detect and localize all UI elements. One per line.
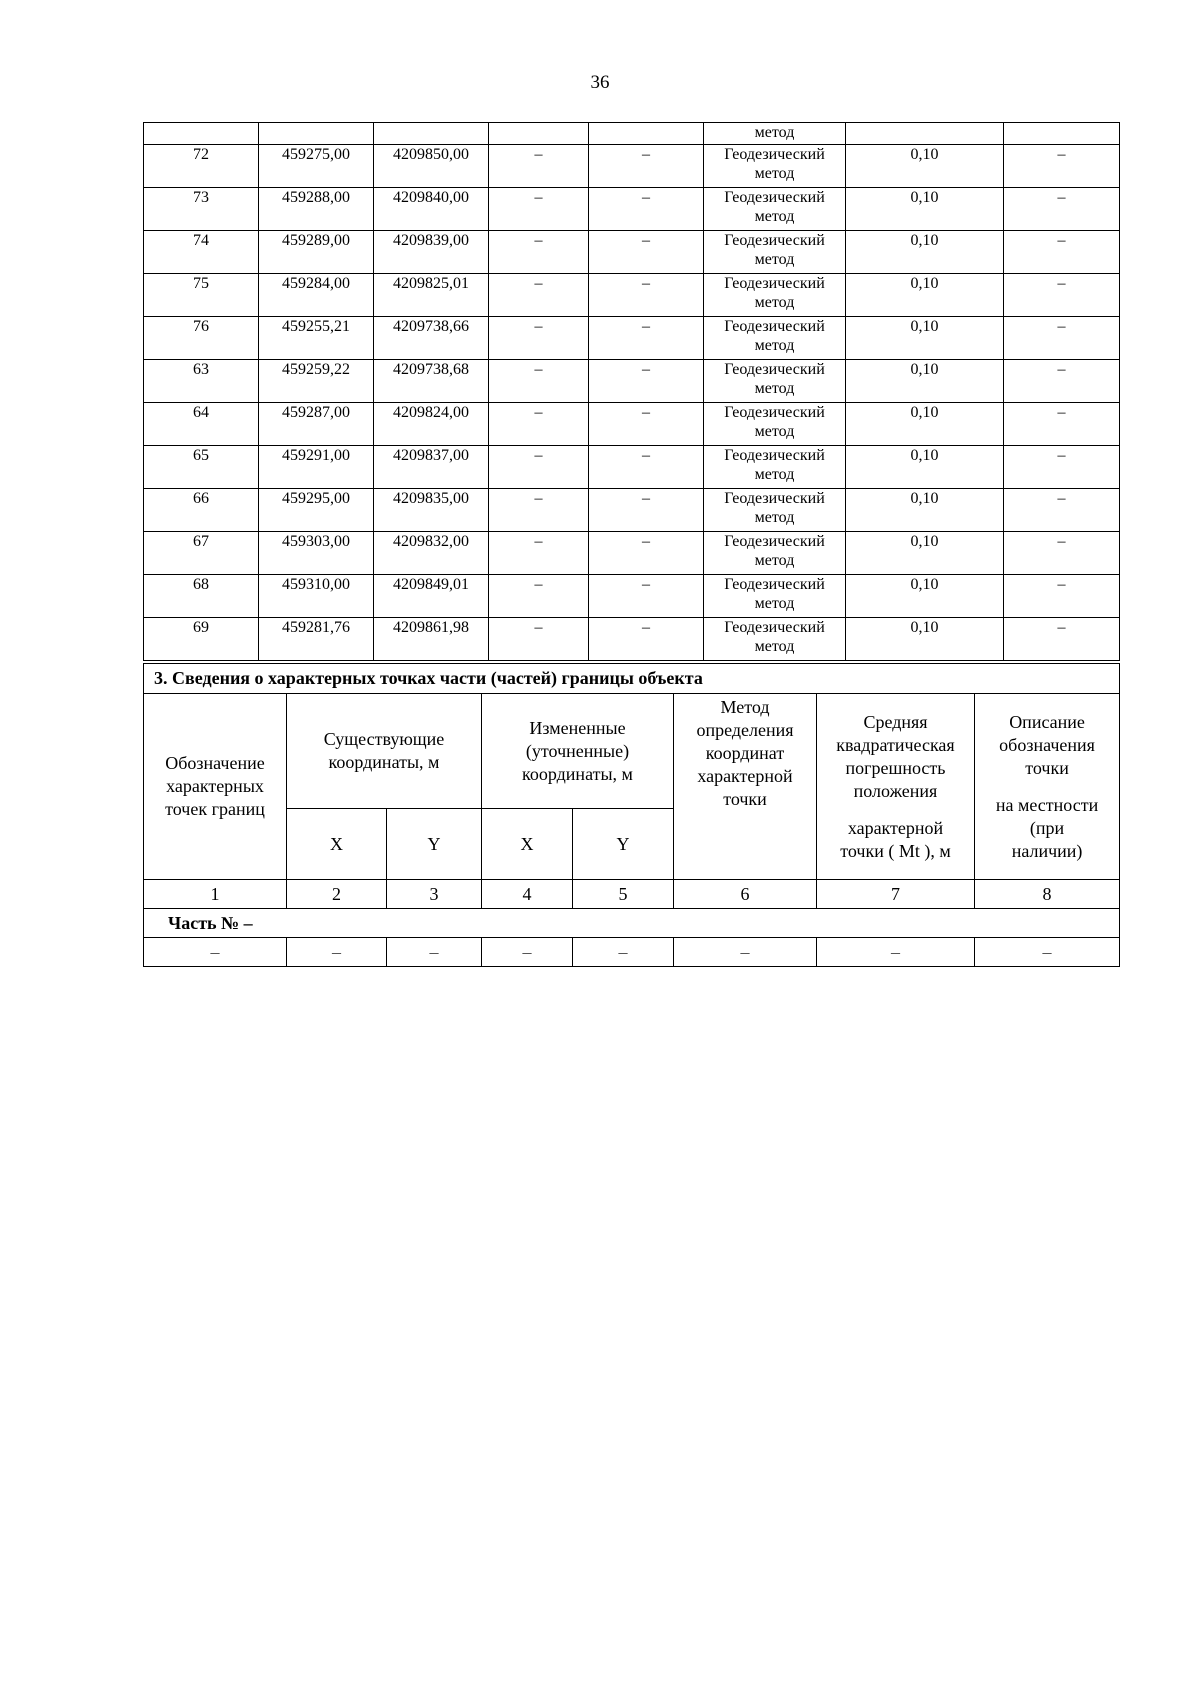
description-cell: –	[1004, 575, 1120, 618]
column-number: 8	[975, 880, 1120, 909]
description-cell: –	[1004, 403, 1120, 446]
header-method: Метод определения координат характерной точки	[674, 694, 817, 880]
accuracy-cell: 0,10	[846, 231, 1004, 274]
header-accuracy: Средняя квадратическая погрешность положения характерной точки ( Mt ), м	[817, 694, 975, 880]
section3-table	[143, 663, 1120, 967]
table-row	[144, 489, 1120, 532]
method-cell: метод	[704, 123, 846, 145]
table-row	[144, 618, 1120, 661]
dash-cell: –	[482, 938, 573, 967]
dash-cell: –	[589, 360, 704, 403]
column-number: 5	[573, 880, 674, 909]
x-coordinate-cell: 459255,21	[259, 317, 374, 360]
header-y2: Y	[573, 809, 674, 880]
point-number-cell: 72	[144, 145, 259, 188]
accuracy-cell: 0,10	[846, 274, 1004, 317]
method-cell: Геодезический метод	[704, 618, 846, 661]
table-row	[144, 123, 1120, 145]
dash-cell: –	[817, 938, 975, 967]
point-number-cell: 63	[144, 360, 259, 403]
header-x2: X	[482, 809, 573, 880]
point-number-cell: 74	[144, 231, 259, 274]
y-coordinate-cell: 4209837,00	[374, 446, 489, 489]
accuracy-cell: 0,10	[846, 532, 1004, 575]
method-cell: Геодезический метод	[704, 575, 846, 618]
x-coordinate-cell: 459275,00	[259, 145, 374, 188]
dash-cell: –	[489, 274, 589, 317]
header-changed-coordinates: Измененные (уточненные) координаты, м	[482, 694, 674, 809]
description-cell: –	[1004, 274, 1120, 317]
method-cell: Геодезический метод	[704, 274, 846, 317]
dash-cell: –	[573, 938, 674, 967]
table-row	[144, 532, 1120, 575]
dash-cell: –	[489, 618, 589, 661]
x-coordinate-cell: 459287,00	[259, 403, 374, 446]
point-number-cell: 73	[144, 188, 259, 231]
accuracy-cell: 0,10	[846, 489, 1004, 532]
table-row	[144, 938, 1120, 967]
description-cell: –	[1004, 145, 1120, 188]
description-cell: –	[1004, 317, 1120, 360]
point-number-cell: 65	[144, 446, 259, 489]
table-row	[144, 360, 1120, 403]
point-number-cell: 69	[144, 618, 259, 661]
dash-cell: –	[589, 231, 704, 274]
dash-cell: –	[489, 575, 589, 618]
dash-cell: –	[589, 317, 704, 360]
column-number: 3	[387, 880, 482, 909]
description-cell: –	[1004, 360, 1120, 403]
column-numbers-row	[144, 880, 1120, 909]
table-row	[144, 403, 1120, 446]
column-number: 7	[817, 880, 975, 909]
dash-cell: –	[489, 532, 589, 575]
description-cell: –	[1004, 532, 1120, 575]
x-coordinate-cell: 459295,00	[259, 489, 374, 532]
x-coordinate-cell: 459284,00	[259, 274, 374, 317]
table-row	[144, 274, 1120, 317]
method-cell: Геодезический метод	[704, 532, 846, 575]
table-row	[144, 317, 1120, 360]
dash-cell: –	[287, 938, 387, 967]
x-coordinate-cell: 459303,00	[259, 532, 374, 575]
method-cell: Геодезический метод	[704, 360, 846, 403]
column-number: 2	[287, 880, 387, 909]
y-coordinate-cell: 4209824,00	[374, 403, 489, 446]
method-cell: Геодезический метод	[704, 317, 846, 360]
x-coordinate-cell: 459259,22	[259, 360, 374, 403]
accuracy-cell: 0,10	[846, 145, 1004, 188]
column-number: 4	[482, 880, 573, 909]
y-coordinate-cell: 4209825,01	[374, 274, 489, 317]
dash-cell: –	[387, 938, 482, 967]
dash-cell: –	[589, 489, 704, 532]
y-coordinate-cell: 4209738,66	[374, 317, 489, 360]
method-cell: Геодезический метод	[704, 231, 846, 274]
coordinates-table	[143, 122, 1120, 661]
dash-cell: –	[589, 274, 704, 317]
description-cell: –	[1004, 446, 1120, 489]
dash-cell: –	[589, 188, 704, 231]
method-cell: Геодезический метод	[704, 489, 846, 532]
table-row	[144, 145, 1120, 188]
description-cell: –	[1004, 231, 1120, 274]
dash-cell: –	[975, 938, 1120, 967]
dash-cell: –	[589, 403, 704, 446]
accuracy-cell: 0,10	[846, 575, 1004, 618]
accuracy-cell: 0,10	[846, 446, 1004, 489]
point-number-cell: 68	[144, 575, 259, 618]
point-number-cell: 67	[144, 532, 259, 575]
description-cell: –	[1004, 188, 1120, 231]
accuracy-cell: 0,10	[846, 618, 1004, 661]
dash-cell: –	[489, 145, 589, 188]
section-title: 3. Сведения о характерных точках части (частей) границы объекта	[144, 664, 1120, 694]
x-coordinate-cell: 459289,00	[259, 231, 374, 274]
y-coordinate-cell: 4209832,00	[374, 532, 489, 575]
dash-cell: –	[144, 938, 287, 967]
dash-cell: –	[589, 145, 704, 188]
table-row	[144, 188, 1120, 231]
dash-cell: –	[489, 360, 589, 403]
y-coordinate-cell: 4209861,98	[374, 618, 489, 661]
x-coordinate-cell: 459310,00	[259, 575, 374, 618]
dash-cell: –	[489, 231, 589, 274]
method-cell: Геодезический метод	[704, 145, 846, 188]
description-cell: –	[1004, 489, 1120, 532]
column-number: 1	[144, 880, 287, 909]
point-number-cell: 75	[144, 274, 259, 317]
point-number-cell: 76	[144, 317, 259, 360]
y-coordinate-cell: 4209840,00	[374, 188, 489, 231]
method-cell: Геодезический метод	[704, 403, 846, 446]
dash-cell: –	[589, 618, 704, 661]
method-cell: Геодезический метод	[704, 188, 846, 231]
y-coordinate-cell: 4209849,01	[374, 575, 489, 618]
dash-cell: –	[489, 188, 589, 231]
y-coordinate-cell: 4209738,68	[374, 360, 489, 403]
dash-cell: –	[489, 403, 589, 446]
header-description: Описание обозначения точки на местности (при наличии)	[975, 694, 1120, 880]
dash-cell: –	[489, 489, 589, 532]
point-number-cell: 64	[144, 403, 259, 446]
accuracy-cell: 0,10	[846, 188, 1004, 231]
table-row	[144, 231, 1120, 274]
header-point-designation: Обозначение характерных точек границ	[144, 694, 287, 880]
header-y: Y	[387, 809, 482, 880]
x-coordinate-cell: 459288,00	[259, 188, 374, 231]
column-number: 6	[674, 880, 817, 909]
dash-cell: –	[589, 532, 704, 575]
x-coordinate-cell: 459281,76	[259, 618, 374, 661]
table-row	[144, 446, 1120, 489]
dash-cell: –	[674, 938, 817, 967]
y-coordinate-cell: 4209835,00	[374, 489, 489, 532]
table-row	[144, 575, 1120, 618]
method-cell: Геодезический метод	[704, 446, 846, 489]
dash-cell: –	[489, 317, 589, 360]
header-existing-coordinates: Существующие координаты, м	[287, 694, 482, 809]
y-coordinate-cell: 4209839,00	[374, 231, 489, 274]
dash-cell: –	[589, 446, 704, 489]
accuracy-cell: 0,10	[846, 403, 1004, 446]
part-label: Часть № –	[144, 909, 1120, 938]
y-coordinate-cell: 4209850,00	[374, 145, 489, 188]
accuracy-cell: 0,10	[846, 317, 1004, 360]
page-number: 36	[590, 72, 610, 93]
dash-cell: –	[489, 446, 589, 489]
dash-cell: –	[589, 575, 704, 618]
point-number-cell: 66	[144, 489, 259, 532]
x-coordinate-cell: 459291,00	[259, 446, 374, 489]
description-cell: –	[1004, 618, 1120, 661]
accuracy-cell: 0,10	[846, 360, 1004, 403]
header-x: X	[287, 809, 387, 880]
